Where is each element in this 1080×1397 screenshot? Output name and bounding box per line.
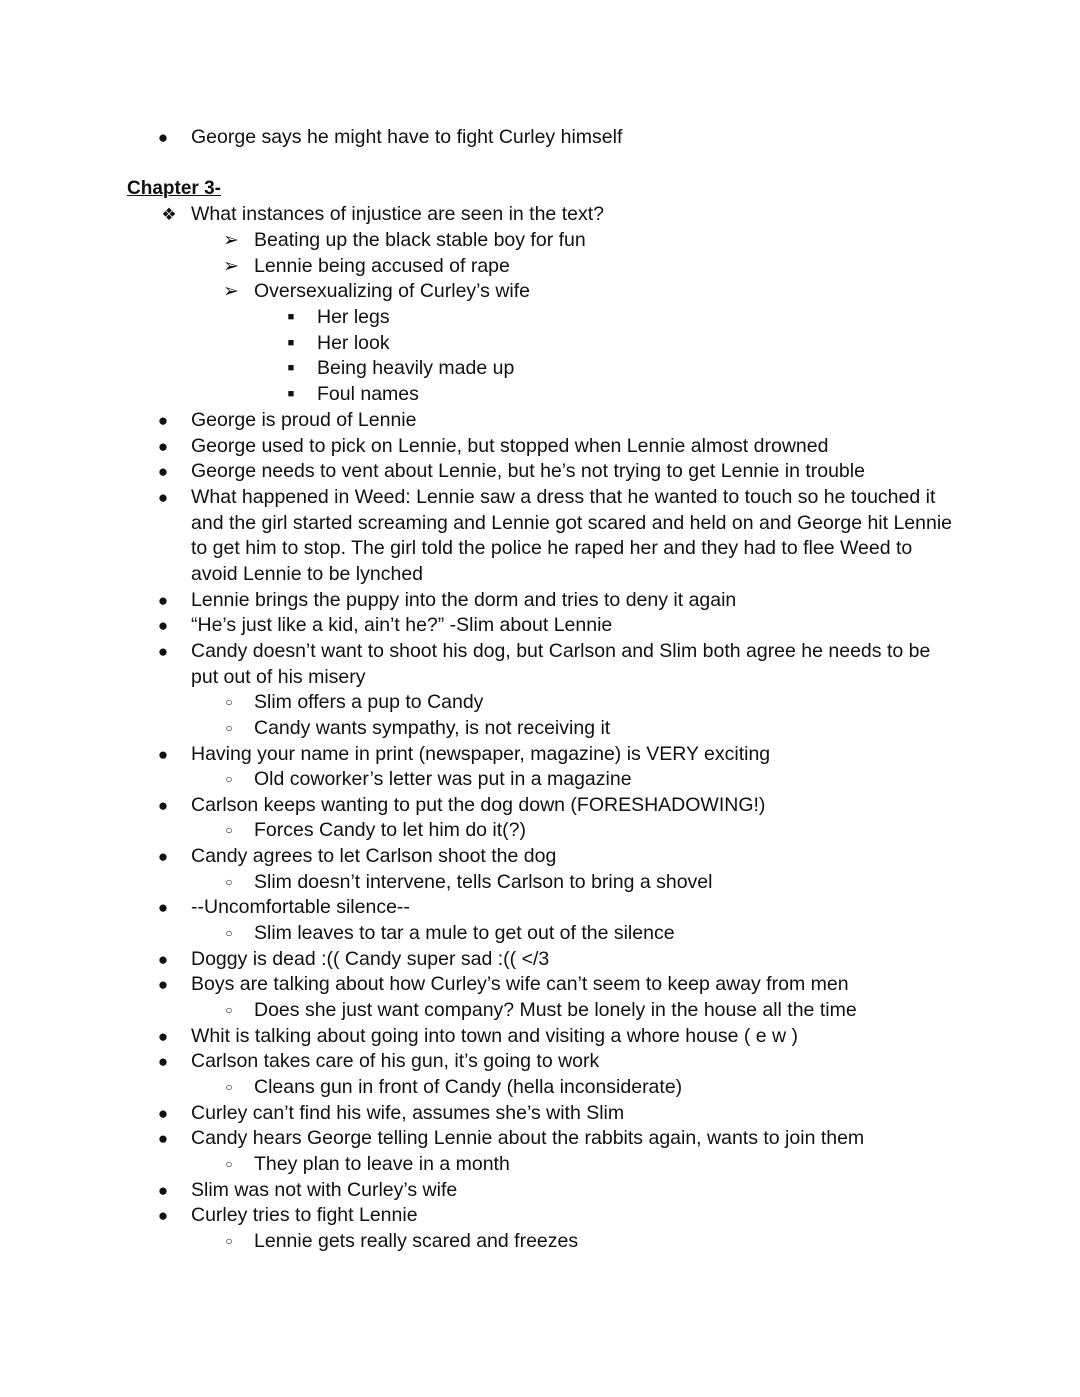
circle-bullet-icon: ○ [225,1079,233,1094]
bullet-dot: ● [157,1206,169,1226]
note-item [0,972,1080,998]
note-item [0,947,1080,973]
bullet-dot: ● [157,795,169,815]
note-item [0,434,1080,460]
note-text: Doggy is dead :(( Candy super sad :(( </3 [191,947,550,970]
bullet-dot: ● [157,641,169,661]
arrow-bullet-icon: ➢ [223,230,239,251]
question-text: What instances of injustice are seen in the text? [191,203,604,225]
sub-note-text: Does she just want company? Must be lonely in the house all the time [254,998,857,1021]
square-bullet-icon: ■ [287,388,295,400]
question-item [0,202,1080,228]
sub-note-text: Forces Candy to let him do it(?) [254,819,527,842]
sub-note-item [0,870,1080,896]
detail-text: Being heavily made up [317,357,515,379]
sub-note-text: Slim doesn’t intervene, tells Carlson to bring a shovel [254,870,713,893]
note-text: Slim was not with Curley’s wife [191,1178,458,1201]
square-bullet-icon: ■ [287,337,295,349]
note-text: Curley tries to fight Lennie [191,1204,418,1227]
note-text: George is proud of Lennie [191,409,417,431]
detail-text: Her legs [317,306,390,328]
bullet-dot: ● [157,487,169,507]
sub-note-item [0,716,1080,742]
circle-bullet-icon: ○ [225,695,233,710]
note-text: Carlson takes care of his gun, it’s going to work [191,1050,600,1073]
sub-note-item [0,998,1080,1024]
note-text: Lennie brings the puppy into the dorm and tries to deny it again [191,588,737,611]
sub-note-item [0,1229,1080,1255]
arrow-bullet-icon: ➢ [223,256,239,277]
sub-note-item [0,1152,1080,1178]
bullet-dot: ● [157,975,169,995]
chapter-heading: Chapter 3- [127,178,221,199]
note-item [0,1049,1080,1075]
diamond-bullet-icon: ❖ [161,205,177,224]
detail-item [0,382,1080,408]
note-continuation [0,536,1080,562]
circle-bullet-icon: ○ [225,926,233,940]
sub-note-item [0,690,1080,716]
bullet-text: George says he might have to fight Curley himself [191,126,623,148]
square-bullet-icon: ■ [287,362,295,374]
note-continuation-text: and the girl started screaming and Lennie got scared and held on and George hit Lennie [191,511,953,534]
bullet-dot: ● [157,411,169,430]
square-bullet-icon: ■ [287,311,295,323]
circle-bullet-icon: ○ [225,874,233,889]
bullet-dot: ● [157,1052,169,1072]
note-continuation [0,511,1080,537]
circle-bullet-icon: ○ [225,772,233,787]
note-continuation-text: to get him to stop. The girl told the police he raped her and they had to flee Weed to [191,537,913,560]
detail-item [0,331,1080,357]
bullet-dot: ● [157,436,169,456]
note-item [0,459,1080,485]
bullet-dot: ● [157,1103,169,1123]
note-item [0,1203,1080,1229]
injustice-text: Beating up the black stable boy for fun [254,229,586,251]
arrow-bullet-icon: ➢ [223,281,239,302]
sub-note-text: Slim offers a pup to Candy [254,691,484,714]
sub-note-item [0,818,1080,844]
sub-note-text: Candy wants sympathy, is not receiving it [254,716,611,739]
detail-item [0,356,1080,382]
injustice-text: Lennie being accused of rape [254,255,510,277]
sub-note-text: Cleans gun in front of Candy (hella inconsiderate) [254,1075,683,1098]
bullet-dot: ● [157,949,169,969]
injustice-item [0,254,1080,280]
note-continuation [0,665,1080,691]
sub-note-text: Slim leaves to tar a mule to get out of the silence [254,922,675,944]
note-text: Candy doesn’t want to shoot his dog, but Carlson and Slim both agree he needs to be [191,639,931,662]
note-item [0,588,1080,614]
bullet-dot: ● [157,744,169,764]
note-continuation [0,562,1080,588]
sub-note-item [0,921,1080,947]
note-item [0,1101,1080,1127]
note-item [0,1126,1080,1152]
bullet-dot: ● [157,1026,169,1046]
note-item [0,844,1080,870]
circle-bullet-icon: ○ [225,823,233,838]
detail-text: Her look [317,332,390,354]
note-text: Carlson keeps wanting to put the dog down (FORESHADOWING!) [191,793,766,816]
detail-item [0,305,1080,331]
note-text: What happened in Weed: Lennie saw a dress that he wanted to touch so he touched it [191,485,936,508]
injustice-item [0,279,1080,305]
circle-bullet-icon: ○ [225,1233,233,1248]
sub-note-text: They plan to leave in a month [254,1152,510,1175]
injustice-text: Oversexualizing of Curley’s wife [254,280,530,302]
sub-note-text: Old coworker’s letter was put in a magazine [254,768,632,791]
note-item [0,613,1080,639]
note-text: Having your name in print (newspaper, magazine) is VERY exciting [191,742,771,765]
injustice-item [0,228,1080,254]
detail-text: Foul names [317,383,419,405]
note-text: Candy hears George telling Lennie about the rabbits again, wants to join them [191,1127,865,1150]
sub-note-item [0,1075,1080,1101]
note-continuation-text: put out of his misery [191,665,366,688]
bullet-dot: ● [157,462,169,482]
bullet-dot: ● [157,898,169,918]
circle-bullet-icon: ○ [225,1156,233,1171]
note-text: George used to pick on Lennie, but stopped when Lennie almost drowned [191,434,829,457]
note-text: Whit is talking about going into town and visiting a whore house ( e w ) [191,1024,798,1047]
sub-note-text: Lennie gets really scared and freezes [254,1229,579,1252]
note-item [0,1024,1080,1050]
bullet-dot: ● [157,1180,169,1200]
bullet-dot: ● [157,590,169,610]
intro-bullet-item [0,125,1080,151]
bullet-dot: ● [157,847,169,866]
note-item [0,895,1080,921]
sub-note-item [0,767,1080,793]
circle-bullet-icon: ○ [225,1002,233,1017]
note-text: George needs to vent about Lennie, but he’s not trying to get Lennie in trouble [191,460,865,483]
note-item [0,408,1080,434]
bullet-dot: ● [157,128,169,147]
note-text: Boys are talking about how Curley’s wife can’t seem to keep away from men [191,973,849,996]
note-item [0,793,1080,819]
note-text: Curley can’t find his wife, assumes she’s with Slim [191,1101,625,1124]
note-text: “He’s just like a kid, ain’t he?” -Slim about Lennie [191,614,613,637]
note-item [0,485,1080,511]
note-item [0,1178,1080,1204]
note-item [0,742,1080,768]
note-continuation-text: avoid Lennie to be lynched [191,562,424,585]
note-item [0,639,1080,665]
bullet-dot: ● [157,616,169,636]
note-text: Candy agrees to let Carlson shoot the dog [191,845,557,867]
circle-bullet-icon: ○ [225,720,233,735]
bullet-dot: ● [157,1129,169,1149]
note-text: --Uncomfortable silence-- [191,896,410,919]
